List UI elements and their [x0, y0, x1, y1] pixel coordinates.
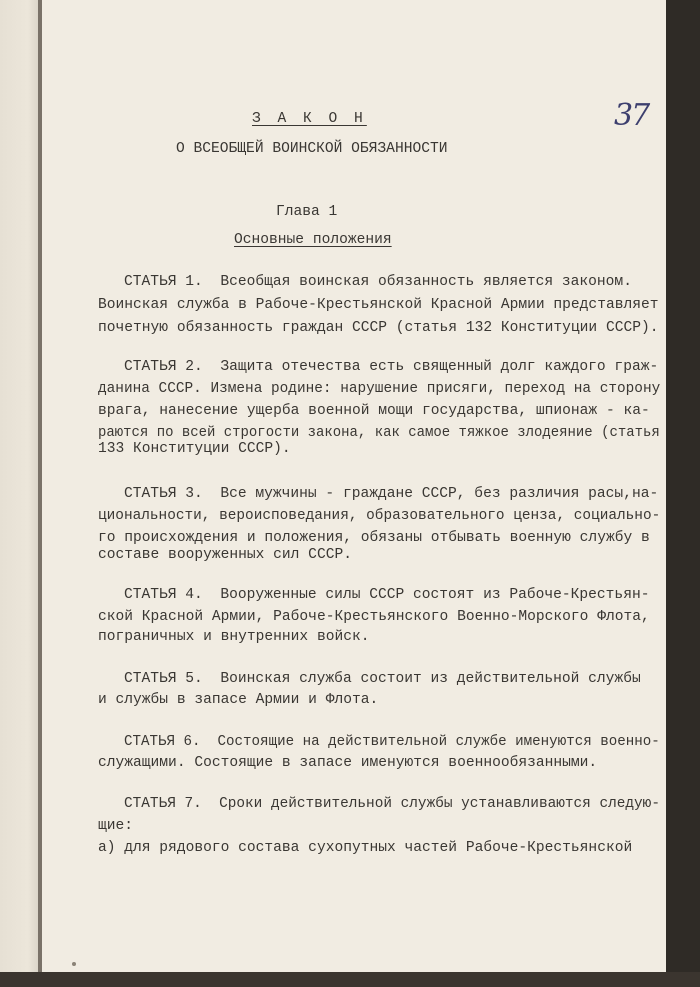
law-subtitle: О ВСЕОБЩЕЙ ВОИНСКОЙ ОБЯЗАННОСТИ [176, 141, 448, 157]
article-1-line-2: Воинская служба в Рабоче-Крестьянской Красной Армии представляет [98, 297, 659, 313]
article-3-line-4: составе вооруженных сил СССР. [98, 547, 352, 563]
article-7-line-3: а) для рядового состава сухопутных частей Рабоче-Крестьянской [98, 840, 633, 856]
article-5-line-2: и службы в запасе Армии и Флота. [98, 692, 379, 708]
article-5-line-1: СТАТЬЯ 5. Воинская служба состоит из действительной службы [124, 671, 641, 687]
paper-speck [72, 962, 76, 966]
law-title: З А К О Н [252, 111, 367, 127]
article-2-line-5: 133 Конституции СССР). [98, 441, 291, 457]
article-3-line-1: СТАТЬЯ 3. Все мужчины - граждане СССР, без различия расы,на- [124, 486, 659, 502]
article-2-line-2: данина СССР. Измена родине: нарушение присяги, переход на сторону [98, 381, 661, 397]
article-1-line-1: СТАТЬЯ 1. Всеобщая воинская обязанность является законом. [124, 274, 632, 290]
article-3-line-2: циональности, вероисповедания, образовательного ценза, социально- [98, 508, 661, 524]
article-4-line-2: ской Красной Армии, Рабоче-Крестьянского Военно-Морского Флота, [98, 609, 650, 625]
right-background-edge [666, 0, 700, 987]
article-1-line-3: почетную обязанность граждан СССР (статья 132 Конституции СССР). [98, 320, 659, 336]
chapter-title: Основные положения [234, 232, 392, 248]
article-4-line-1: СТАТЬЯ 4. Вооруженные силы СССР состоят из Рабоче-Крестьян- [124, 587, 650, 603]
article-2-line-3: врага, нанесение ущерба военной мощи государства, шпионаж - ка- [98, 403, 650, 419]
handwritten-page-number: 37 [614, 98, 649, 133]
article-6-line-1: СТАТЬЯ 6. Состоящие на действительной службе именуются военно- [124, 734, 660, 750]
article-7-line-1: СТАТЬЯ 7. Сроки действительной службы устанавливаются следую- [124, 796, 660, 812]
left-page-edge [0, 0, 40, 987]
article-4-line-3: пограничных и внутренних войск. [98, 629, 370, 645]
article-2-line-4: раются по всей строгости закона, как самое тяжкое злодеяние (статья [98, 425, 660, 441]
article-3-line-3: го происхождения и положения, обязаны отбывать военную службу в [98, 530, 650, 546]
chapter-heading: Глава 1 [276, 204, 338, 220]
article-7-line-2: щие: [98, 818, 134, 834]
article-6-line-2: служащими. Состоящие в запасе именуются военнообязанными. [98, 755, 598, 771]
bottom-background-edge [0, 972, 700, 987]
article-2-line-1: СТАТЬЯ 2. Защита отечества есть священный долг каждого граж- [124, 359, 659, 375]
